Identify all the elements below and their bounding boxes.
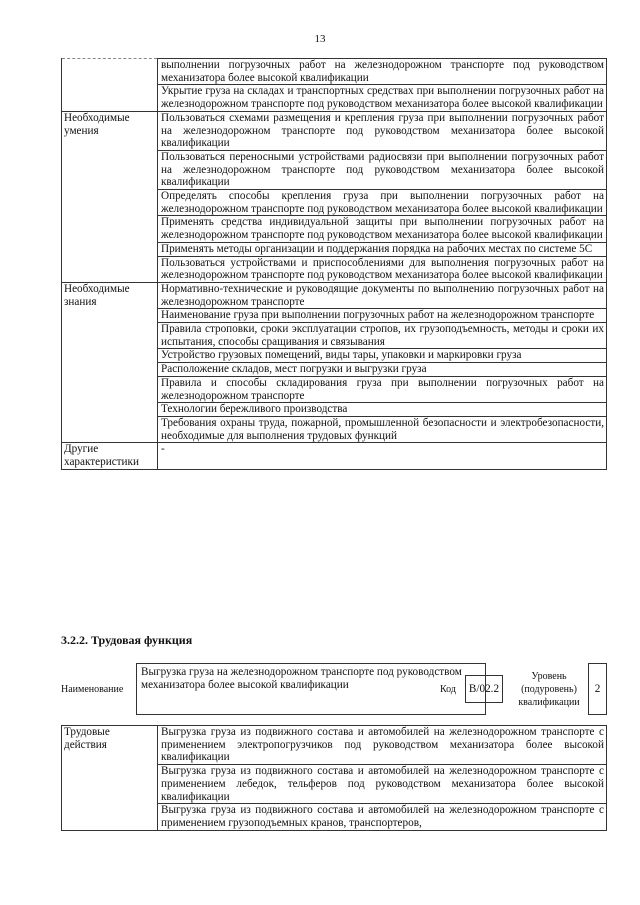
actions-table xyxy=(61,725,607,831)
other-value: - xyxy=(158,443,607,469)
name-label: Наименование xyxy=(61,683,124,695)
table-cell: Укрытие груза на складах и транспортных средствах при выполнении погрузочных работ на железнодорожном транспорте под руководством механизатора более высокой квалификации xyxy=(158,85,607,111)
skill-item: Пользоваться устройствами и приспособлениями для выполнения погрузочных работ на железнодорожном транспорте под руководством механизатора более высокой квалификации xyxy=(158,256,607,282)
function-name: Выгрузка груза на железнодорожном транспорте под руководством механизатора более высокой квалификации xyxy=(136,663,486,715)
table-row xyxy=(62,726,607,765)
table-row xyxy=(62,59,607,85)
page-number: 13 xyxy=(314,33,326,45)
code-label: Код xyxy=(440,683,456,695)
table-cell: выполнении погрузочных работ на железнодорожном транспорте под руководством механизатора более высокой квалификации xyxy=(158,59,607,85)
skill-item: Применять методы организации и поддержания порядка на рабочих местах по системе 5С xyxy=(158,242,607,256)
actions-label: Трудовые действия xyxy=(62,726,158,831)
continuation-label-cell xyxy=(62,59,158,112)
other-label: Другие характеристики xyxy=(62,443,158,469)
level-label: Уровень (подуровень) квалификации xyxy=(518,670,580,708)
section-title: 3.2.2. Трудовая функция xyxy=(61,633,193,647)
qualification-level: 2 xyxy=(588,663,607,715)
knowledge-item: Устройство грузовых помещений, виды тары, упаковки и маркировки груза xyxy=(158,349,607,363)
table-row xyxy=(62,111,607,150)
skill-item: Пользоваться схемами размещения и крепления груза при выполнении погрузочных работ на железнодорожном транспорте под руководством механизатора более высокой квалификации xyxy=(158,111,607,150)
skill-item: Пользоваться переносными устройствами радиосвязи при выполнении погрузочных работ на железнодорожном транспорте под руководством механизатора более высокой квалификации xyxy=(158,150,607,189)
knowledge-item: Нормативно-технические и руководящие документы по выполнению погрузочных работ на железнодорожном транспорте xyxy=(158,282,607,308)
knowledge-item: Требования охраны труда, пожарной, промышленной безопасности и электробезопасности, необходимые для выполнения трудовых функций xyxy=(158,416,607,442)
knowledge-item: Правила строповки, сроки эксплуатации стропов, их грузоподъемность, методы и сроки их испытания, способы сращивания и связывания xyxy=(158,323,607,349)
function-header xyxy=(61,663,607,715)
skill-item: Применять средства индивидуальной защиты при выполнении погрузочных работ на железнодорожном транспорте под руководством механизатора более высокой квалификации xyxy=(158,216,607,242)
knowledge-item: Технологии бережливого производства xyxy=(158,403,607,417)
skills-label: Необходимые умения xyxy=(62,111,158,282)
action-item: Выгрузка груза из подвижного состава и автомобилей на железнодорожном транспорте с применением лебедок, тельферов под руководством механизатора более высокой квалификации xyxy=(158,765,607,804)
action-item: Выгрузка груза из подвижного состава и автомобилей на железнодорожном транспорте с применением электропогрузчиков под руководством механизатора более высокой квалификации xyxy=(158,726,607,765)
table-row xyxy=(62,282,607,308)
function-code: B/02.2 xyxy=(465,675,503,703)
knowledge-item: Правила и способы складирования груза при выполнении погрузочных работ на железнодорожном транспорте xyxy=(158,376,607,402)
skill-item: Определять способы крепления груза при выполнении погрузочных работ на железнодорожном транспорте под руководством механизатора более высокой квалификации xyxy=(158,190,607,216)
knowledge-item: Расположение складов, мест погрузки и выгрузки груза xyxy=(158,363,607,377)
requirements-table xyxy=(61,58,607,470)
knowledge-item: Наименование груза при выполнении погрузочных работ на железнодорожном транспорте xyxy=(158,309,607,323)
action-item: Выгрузка груза из подвижного состава и автомобилей на железнодорожном транспорте с применением грузоподъемных кранов, транспортеров, xyxy=(158,804,607,830)
table-row xyxy=(62,443,607,469)
knowledge-label: Необходимые знания xyxy=(62,282,158,442)
